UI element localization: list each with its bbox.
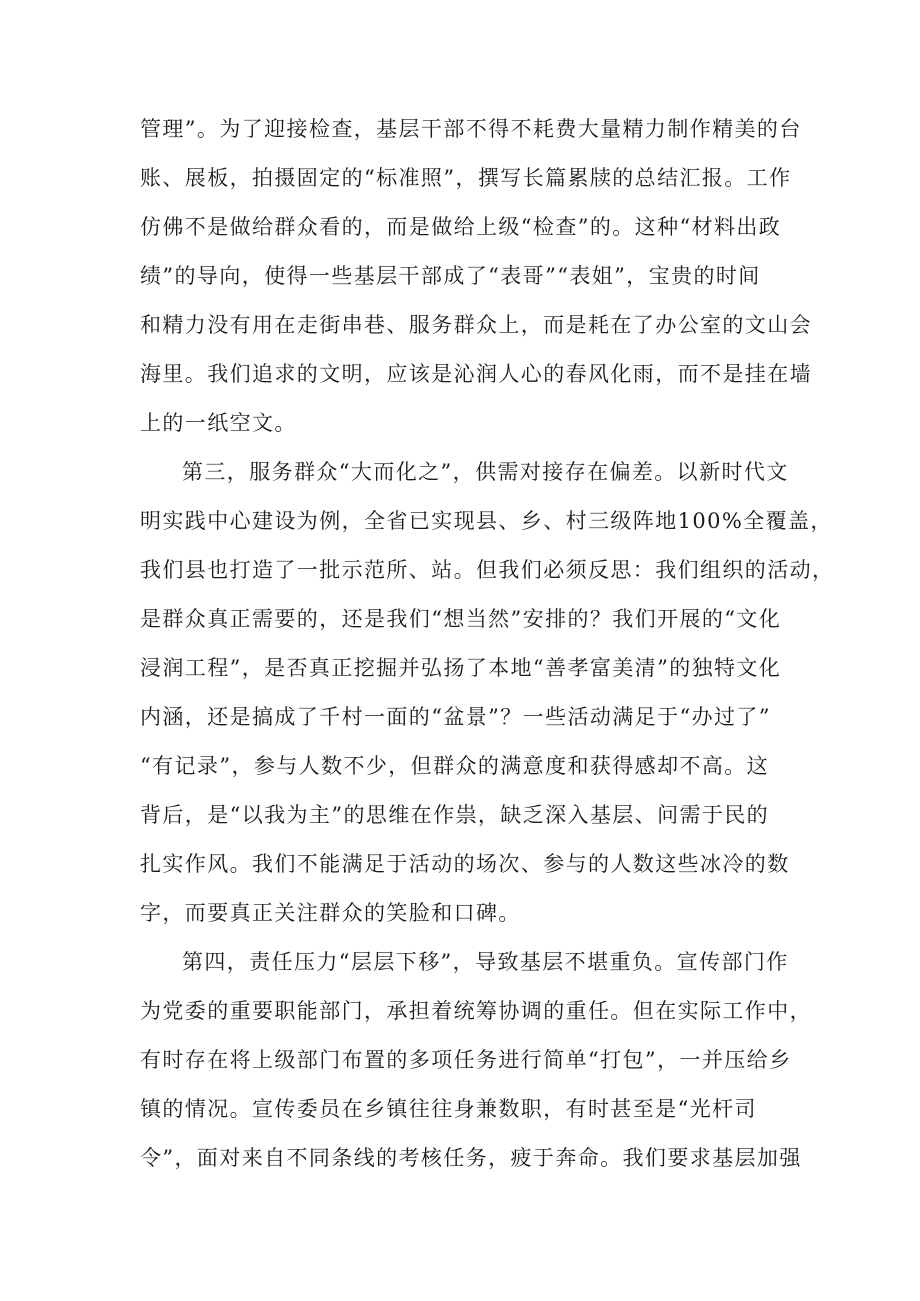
text-line: 绩”的导向，使得一些基层干部成了“表哥”“表姐”，宝贵的时间 [140, 264, 761, 288]
text-line: 账、展板，拍摄固定的“标准照”，撰写长篇累牍的总结汇报。工作 [140, 166, 792, 190]
text-line: “有记录”，参与人数不少，但群众的满意度和获得感却不高。这 [140, 754, 770, 778]
text-line: 字，而要真正关注群众的笑脸和口碑。 [140, 901, 521, 925]
paragraph-start-line: 第四，责任压力“层层下移”，导致基层不堪重负。宣传部门作 [182, 950, 789, 974]
text-line: 明实践中心建设为例，全省已实现县、乡、村三级阵地100%全覆盖， [140, 509, 833, 533]
text-line: 和精力没有用在走街串巷、服务群众上，而是耗在了办公室的文山会 [140, 313, 812, 337]
text-line: 内涵，还是搞成了千村一面的“盆景”？一些活动满足于“办过了” [140, 705, 771, 729]
text-line: 令”，面对来自不同条线的考核任务，疲于奔命。我们要求基层加强 [140, 1146, 802, 1170]
text-line: 是群众真正需要的，还是我们“想当然”安排的？我们开展的“文化 [140, 607, 782, 631]
text-line: 为党委的重要职能部门，承担着统筹协调的重任。但在实际工作中， [140, 999, 812, 1023]
text-line: 海里。我们追求的文明，应该是沁润人心的春风化雨，而不是挂在墙 [140, 362, 812, 386]
text-line: 扎实作风。我们不能满足于活动的场次、参与的人数这些冰冷的数 [140, 852, 790, 876]
text-line: 镇的情况。宣传委员在乡镇往往身兼数职，有时甚至是“光杆司 [140, 1097, 757, 1121]
text-line: 背后，是“以我为主”的思维在作祟，缺乏深入基层、问需于民的 [140, 803, 770, 827]
text-line: 有时存在将上级部门布置的多项任务进行简单“打包”，一并压给乡 [140, 1048, 792, 1072]
text-line: 我们县也打造了一批示范所、站。但我们必须反思：我们组织的活动， [140, 558, 835, 582]
text-line: 浸润工程”，是否真正挖掘并弘扬了本地“善孝富美清”的独特文化 [140, 656, 782, 680]
paragraph-start-line: 第三，服务群众“大而化之”，供需对接存在偏差。以新时代文 [182, 460, 789, 484]
text-line: 上的一纸空文。 [140, 411, 297, 435]
text-line: 仿佛不是做给群众看的，而是做给上级“检查”的。这种“材料出政 [140, 215, 782, 239]
text-line: 管理”。为了迎接检查，基层干部不得不耗费大量精力制作精美的台 [140, 117, 802, 141]
